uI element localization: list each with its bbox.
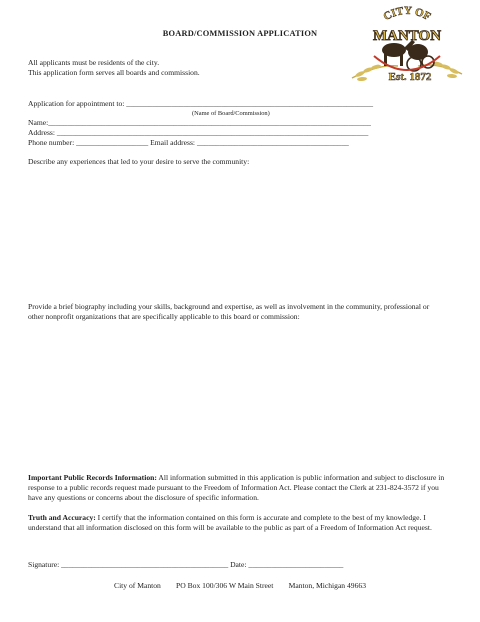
svg-text:CITY OF [382, 6, 433, 23]
address-field[interactable]: Address: __________________________________________________________________________________ [28, 128, 369, 137]
logo-est: Est. 1872 [388, 71, 432, 83]
truth-text: I certify that the information contained on this form is accurate and complete to the best of my knowledge. I understand that all information disclosed on this form will be available to the public as part of a Freedom of Information Act request. [28, 513, 432, 533]
experience-response-area[interactable] [28, 172, 446, 292]
intro-text [28, 58, 200, 78]
logo-top-text: CITY OF [381, 6, 433, 24]
truth-heading: Truth and Accuracy: [28, 513, 96, 522]
experience-prompt: Describe any experiences that led to your desire to serve the community: [28, 157, 250, 166]
appointment-caption: (Name of Board/Commission) [192, 110, 270, 117]
biography-response-area[interactable] [28, 330, 446, 460]
phone-email-field[interactable]: Phone number: ___________________ Email address: ________________________________________ [28, 138, 349, 147]
footer-address: City of Manton PO Box 100/306 W Main Street Manton, Michigan 49663 [114, 581, 366, 590]
logo-name: MANTON [372, 28, 442, 44]
appointment-field[interactable]: Application for appointment to: _________________________________________________________________ [28, 99, 374, 108]
public-records-notice [28, 473, 446, 503]
signature-date-field[interactable]: Signature: ____________________________________________ Date: _________________________ [28, 560, 344, 569]
form-title: BOARD/COMMISSION APPLICATION [162, 29, 318, 38]
intro-line-residents: All applicants must be residents of the city. [28, 58, 160, 67]
public-records-text: All information submitted in this application is public information and subject to disclosure in response to a public records request made pursuant to the Freedom of Information Act. Please contact the Clerk at 231-824-3572 if you have any questions or concerns about the disclosure of specific information. [28, 473, 445, 503]
public-records-heading: Important Public Records Information: [28, 473, 157, 482]
biography-prompt: Provide a brief biography including your skills, background and expertise, as well as involvement in the community, professional or other nonprofit organizations that are specifically applicable to this board or commission: [28, 302, 430, 322]
truth-accuracy-notice [28, 513, 446, 533]
city-seal-logo [348, 6, 466, 86]
name-field[interactable]: Name:_____________________________________________________________________________________ [28, 118, 371, 127]
intro-line-form: This application form serves all boards and commission. [28, 68, 200, 78]
